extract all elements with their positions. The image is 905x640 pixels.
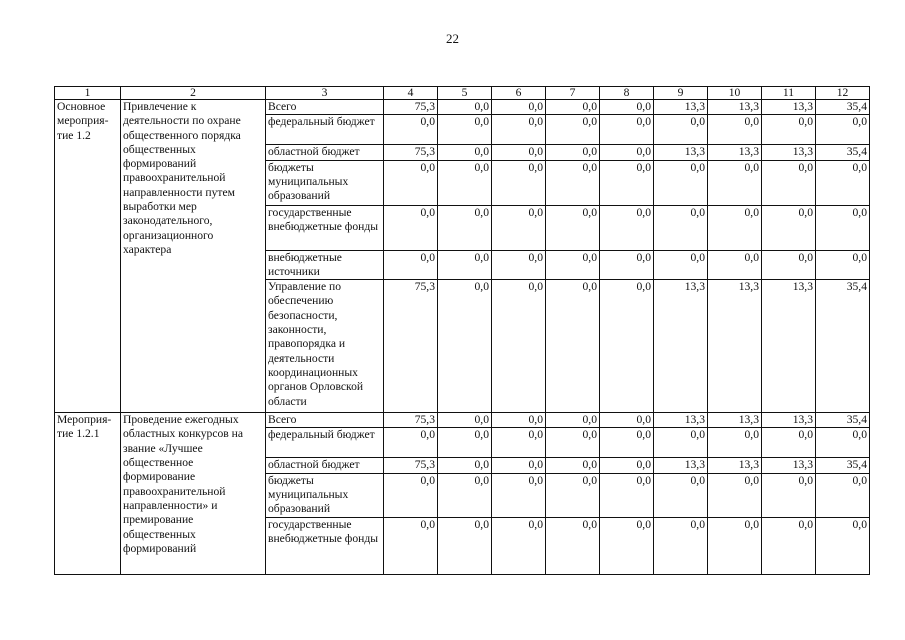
amount-cell: 35,4 [816,100,870,115]
column-header-5: 5 [438,87,492,100]
column-header-9: 9 [654,87,708,100]
amount-cell: 0,0 [708,160,762,205]
funding-source-cell: Управление по обеспечению безопасности, законности, правопорядка и деятельности координационных органов Орловской области [266,280,384,413]
amount-cell: 0,0 [492,160,546,205]
amount-cell: 0,0 [438,458,492,473]
amount-cell: 0,0 [816,115,870,145]
amount-cell: 13,3 [708,100,762,115]
amount-cell: 0,0 [762,473,816,517]
amount-cell: 0,0 [762,428,816,458]
amount-cell: 75,3 [384,145,438,160]
amount-cell: 35,4 [816,413,870,428]
amount-cell: 13,3 [654,145,708,160]
amount-cell: 0,0 [600,160,654,205]
amount-cell: 0,0 [492,100,546,115]
amount-cell: 0,0 [708,250,762,280]
amount-cell: 0,0 [438,428,492,458]
amount-cell: 0,0 [600,250,654,280]
column-header-12: 12 [816,87,870,100]
amount-cell: 0,0 [438,205,492,250]
amount-cell: 13,3 [708,280,762,413]
amount-cell: 0,0 [492,428,546,458]
event-code-cell: Мероприя-тие 1.2.1 [55,413,121,575]
amount-cell: 0,0 [492,413,546,428]
amount-cell: 0,0 [546,160,600,205]
amount-cell: 0,0 [546,428,600,458]
amount-cell: 0,0 [654,205,708,250]
funding-source-cell: Всего [266,100,384,115]
amount-cell: 0,0 [654,250,708,280]
amount-cell: 0,0 [438,517,492,574]
amount-cell: 0,0 [708,473,762,517]
amount-cell: 0,0 [384,115,438,145]
amount-cell: 0,0 [492,280,546,413]
amount-cell: 0,0 [816,517,870,574]
amount-cell: 0,0 [492,517,546,574]
amount-cell: 0,0 [816,428,870,458]
column-header-10: 10 [708,87,762,100]
amount-cell: 0,0 [708,205,762,250]
amount-cell: 13,3 [654,413,708,428]
amount-cell: 13,3 [654,458,708,473]
amount-cell: 0,0 [762,250,816,280]
amount-cell: 0,0 [600,100,654,115]
amount-cell: 0,0 [492,115,546,145]
amount-cell: 0,0 [600,145,654,160]
amount-cell: 0,0 [546,115,600,145]
amount-cell: 0,0 [654,473,708,517]
amount-cell: 0,0 [816,205,870,250]
amount-cell: 0,0 [816,250,870,280]
column-header-8: 8 [600,87,654,100]
amount-cell: 0,0 [438,473,492,517]
amount-cell: 0,0 [438,250,492,280]
amount-cell: 0,0 [546,100,600,115]
amount-cell: 0,0 [384,250,438,280]
amount-cell: 0,0 [492,473,546,517]
amount-cell: 0,0 [438,100,492,115]
amount-cell: 0,0 [384,473,438,517]
amount-cell: 0,0 [600,205,654,250]
funding-source-cell: федеральный бюджет [266,115,384,145]
amount-cell: 0,0 [708,517,762,574]
amount-cell: 35,4 [816,280,870,413]
funding-source-cell: государственные внебюджетные фонды [266,205,384,250]
amount-cell: 75,3 [384,280,438,413]
column-header-4: 4 [384,87,438,100]
amount-cell: 13,3 [762,280,816,413]
amount-cell: 13,3 [708,413,762,428]
column-header-3: 3 [266,87,384,100]
amount-cell: 0,0 [762,205,816,250]
amount-cell: 0,0 [492,458,546,473]
amount-cell: 0,0 [384,160,438,205]
column-header-1: 1 [55,87,121,100]
amount-cell: 0,0 [492,250,546,280]
amount-cell: 0,0 [654,115,708,145]
event-name-cell: Привлечение к деятельности по охране общественного порядка общественных формирований правоохранительной направленности путем выработки мер законодательного, организационного характера [121,100,266,413]
amount-cell: 13,3 [654,100,708,115]
funding-source-cell: внебюджетные источники [266,250,384,280]
amount-cell: 0,0 [654,428,708,458]
amount-cell: 0,0 [546,413,600,428]
amount-cell: 0,0 [438,115,492,145]
amount-cell: 0,0 [546,145,600,160]
table-header [55,87,870,100]
table-row [55,100,870,115]
amount-cell: 75,3 [384,413,438,428]
amount-cell: 0,0 [546,280,600,413]
page-number: 22 [446,31,459,46]
funding-source-cell: бюджеты муниципальных образований [266,473,384,517]
amount-cell: 0,0 [438,280,492,413]
amount-cell: 75,3 [384,458,438,473]
amount-cell: 0,0 [816,160,870,205]
amount-cell: 13,3 [762,100,816,115]
amount-cell: 13,3 [708,145,762,160]
funding-source-cell: областной бюджет [266,145,384,160]
amount-cell: 0,0 [438,413,492,428]
amount-cell: 0,0 [600,280,654,413]
funding-source-cell: федеральный бюджет [266,428,384,458]
amount-cell: 0,0 [708,115,762,145]
amount-cell: 35,4 [816,458,870,473]
amount-cell: 0,0 [600,517,654,574]
amount-cell: 0,0 [600,458,654,473]
amount-cell: 0,0 [708,428,762,458]
amount-cell: 0,0 [654,160,708,205]
amount-cell: 13,3 [762,145,816,160]
column-header-7: 7 [546,87,600,100]
amount-cell: 0,0 [546,250,600,280]
amount-cell: 0,0 [816,473,870,517]
funding-source-cell: государственные внебюджетные фонды [266,517,384,574]
funding-source-cell: бюджеты муниципальных образований [266,160,384,205]
amount-cell: 0,0 [384,517,438,574]
amount-cell: 0,0 [546,473,600,517]
column-header-6: 6 [492,87,546,100]
table-row [55,413,870,428]
column-header-11: 11 [762,87,816,100]
column-header-2: 2 [121,87,266,100]
amount-cell: 0,0 [384,205,438,250]
event-name-cell: Проведение ежегодных областных конкурсов на звание «Лучшее общественное формирование правоохранительной направленности» и премирование общественных формирований [121,413,266,575]
table-body [55,100,870,575]
amount-cell: 0,0 [438,160,492,205]
budget-table [54,86,870,575]
amount-cell: 0,0 [654,517,708,574]
header-row [55,87,870,100]
funding-source-cell: Всего [266,413,384,428]
amount-cell: 0,0 [762,115,816,145]
amount-cell: 0,0 [492,205,546,250]
amount-cell: 0,0 [384,428,438,458]
amount-cell: 13,3 [654,280,708,413]
amount-cell: 13,3 [762,413,816,428]
amount-cell: 0,0 [438,145,492,160]
amount-cell: 75,3 [384,100,438,115]
amount-cell: 0,0 [762,160,816,205]
amount-cell: 35,4 [816,145,870,160]
amount-cell: 0,0 [600,413,654,428]
event-code-cell: Основное мероприя-тие 1.2 [55,100,121,413]
amount-cell: 0,0 [546,517,600,574]
amount-cell: 13,3 [762,458,816,473]
funding-source-cell: областной бюджет [266,458,384,473]
amount-cell: 0,0 [546,458,600,473]
amount-cell: 0,0 [600,473,654,517]
amount-cell: 0,0 [546,205,600,250]
amount-cell: 0,0 [762,517,816,574]
amount-cell: 0,0 [600,115,654,145]
amount-cell: 13,3 [708,458,762,473]
amount-cell: 0,0 [600,428,654,458]
amount-cell: 0,0 [492,145,546,160]
